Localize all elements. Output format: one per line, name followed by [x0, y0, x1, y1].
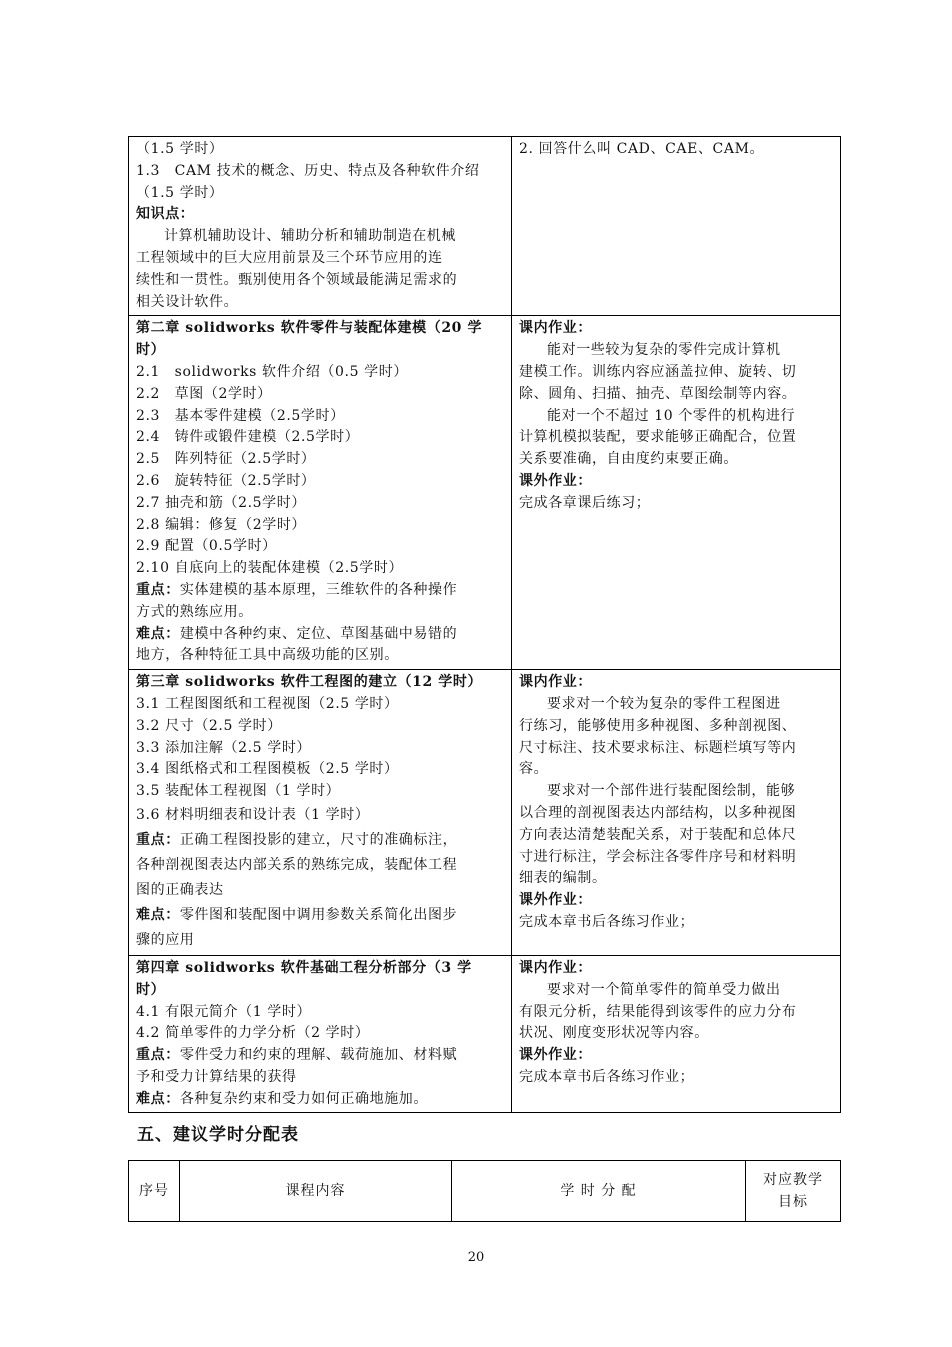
assignment-cell: [512, 137, 841, 316]
section-item: 2.1 solidworks 软件介绍（0.5 学时）: [136, 363, 408, 380]
section-item: 1.3 CAM 技术的概念、历史、特点及各种软件介绍: [136, 162, 480, 179]
section-item: 2.5 阵列特征（2.5学时）: [136, 451, 316, 468]
text-line: 完成本章书后各练习作业；: [519, 913, 695, 930]
section-item: 4.2 简单零件的力学分析（2 学时）: [136, 1025, 370, 1042]
text-line: 除、圆角、扫描、抽壳、草图绘制等内容。: [519, 385, 797, 402]
section-item: 2.6 旋转特征（2.5学时）: [136, 472, 316, 489]
text-line: （1.5 学时）: [136, 184, 224, 201]
section-item: 2.3 基本零件建模（2.5学时）: [136, 407, 345, 424]
section-item: 4.1 有限元简介（1 学时）: [136, 1003, 312, 1020]
section-item: 2.4 铸件或锻件建模（2.5学时）: [136, 429, 360, 446]
text-line: 建模工作。训练内容应涵盖拉伸、旋转、切: [519, 363, 797, 380]
text-line: 以合理的剖视图表达内部结构，以多种视图: [519, 804, 797, 821]
in-class-assignment-label: 课内作业：: [519, 959, 592, 976]
text-line: 相关设计软件。: [136, 293, 239, 310]
text-line: 计算机辅助设计、辅助分析和辅助制造在机械: [164, 228, 456, 245]
section-item: 3.6 材料明细表和设计表（1 学时）: [136, 806, 370, 823]
in-class-assignment-label: 课内作业：: [519, 674, 592, 691]
header-cell-index: 序号: [129, 1161, 180, 1222]
assignment-cell: [512, 955, 841, 1113]
text-line: 关系要准确，自由度约束要正确。: [519, 451, 738, 468]
table-header-row: [129, 1161, 841, 1222]
text-line: 有限元分析，结果能得到该零件的应力分布: [519, 1003, 797, 1020]
key-point-text: 正确工程图投影的建立，尺寸的准确标注，: [179, 831, 458, 848]
section-item: 2.8 编辑：修复（2学时）: [136, 516, 307, 533]
header-cell-content: 课程内容: [180, 1161, 452, 1222]
text-line: 续性和一贯性。甄别使用各个领域最能满足需求的: [136, 271, 458, 288]
text-line: 完成本章书后各练习作业；: [519, 1068, 695, 1085]
section-item: 2.9 配置（0.5学时）: [136, 538, 277, 555]
text-line: 要求对一个简单零件的简单受力做出: [547, 981, 781, 998]
table-row: [129, 955, 841, 1113]
key-point-text: 零件受力和约束的理解、载荷施加、材料赋: [179, 1047, 458, 1064]
knowledge-points-label: 知识点：: [136, 206, 195, 223]
key-point-label: 重点：: [136, 1047, 180, 1064]
section-item: 3.5 装配体工程视图（1 学时）: [136, 783, 341, 800]
text-line: 图的正确表达: [136, 881, 224, 898]
section-item: 2.2 草图（2学时）: [136, 385, 272, 402]
text-line: 能对一些较为复杂的零件完成计算机: [547, 342, 781, 359]
text-line: 状况、刚度变形状况等内容。: [519, 1025, 709, 1042]
text-line: 行练习，能够使用多种视图、多种剖视图、: [519, 717, 797, 734]
difficulty-text: 各种复杂约束和受力如何正确地施加。: [179, 1090, 429, 1107]
homework-label: 课外作业：: [519, 472, 592, 489]
section-item: 2.10 自底向上的装配体建模（2.5学时）: [136, 560, 404, 577]
text-line: 2. 回答什么叫 CAD、CAE、CAM。: [519, 141, 765, 157]
text-line: 工程领域中的巨大应用前景及三个环节应用的连: [136, 249, 443, 266]
key-point-label: 重点：: [136, 581, 180, 598]
key-point-text: 实体建模的基本原理，三维软件的各种操作: [179, 581, 458, 598]
text-line: 要求对一个部件进行装配图绘制，能够: [547, 783, 796, 800]
text-line: 容。: [519, 761, 549, 778]
chapter-content-cell: [129, 137, 512, 316]
homework-label: 课外作业：: [519, 1047, 592, 1064]
key-point-label: 重点：: [136, 831, 180, 848]
text-line: 细表的编制。: [519, 870, 607, 887]
chapter-title-cont: 时）: [136, 342, 166, 359]
text-line: 完成各章课后练习；: [519, 494, 651, 511]
text-line: 方向表达清楚装配关系，对于装配和总体尺: [519, 826, 797, 843]
text-line: 要求对一个较为复杂的零件工程图进: [547, 695, 781, 712]
table-row: [129, 137, 841, 316]
header-cell-hours: 学 时 分 配: [452, 1161, 746, 1222]
header-text: 对应教学: [763, 1172, 823, 1188]
text-line: 方式的熟练应用。: [136, 603, 253, 620]
text-line: 予和受力计算结果的获得: [136, 1068, 297, 1085]
chapter-content-cell: [129, 955, 512, 1113]
header-text: 目标: [778, 1194, 808, 1210]
section-item: 2.7 抽壳和筋（2.5学时）: [136, 494, 306, 511]
text-line: 能对一个不超过 10 个零件的机构进行: [547, 407, 796, 424]
difficulty-label: 难点：: [136, 625, 180, 642]
section-item: 3.4 图纸格式和工程图模板（2.5 学时）: [136, 761, 399, 778]
syllabus-table: [128, 136, 841, 1113]
in-class-assignment-label: 课内作业：: [519, 320, 592, 337]
chapter-title-cont: 时）: [136, 981, 166, 998]
section-item: 3.1 工程图图纸和工程视图（2.5 学时）: [136, 695, 399, 712]
chapter-content-cell: [129, 670, 512, 956]
difficulty-label: 难点：: [136, 906, 180, 923]
text-line: 骤的应用: [136, 931, 195, 948]
hour-allocation-table: [128, 1160, 841, 1222]
text-line: 寸进行标注，学会标注各零件序号和材料明: [519, 848, 797, 865]
page-number: 20: [467, 1250, 485, 1265]
difficulty-text: 零件图和装配图中调用参数关系简化出图步: [179, 906, 458, 923]
difficulty-label: 难点：: [136, 1090, 180, 1107]
chapter-title: 第二章 solidworks 软件零件与装配体建模（20 学: [136, 320, 483, 337]
chapter-title: 第四章 solidworks 软件基础工程分析部分（3 学: [136, 959, 472, 976]
section-heading: 五、建议学时分配表: [137, 1125, 299, 1145]
table-row: [129, 316, 841, 670]
chapter-content-cell: [129, 316, 512, 670]
text-line: 计算机模拟装配，要求能够正确配合，位置: [519, 429, 797, 446]
table-row: [129, 670, 841, 956]
section-item: 3.3 添加注解（2.5 学时）: [136, 739, 312, 756]
text-line: 地方，各种特征工具中高级功能的区别。: [136, 647, 399, 664]
difficulty-text: 建模中各种约束、定位、草图基础中易错的: [179, 625, 458, 642]
header-cell-objective: [746, 1161, 841, 1222]
assignment-cell: [512, 670, 841, 956]
homework-label: 课外作业：: [519, 892, 592, 909]
text-line: 各种剖视图表达内部关系的熟练完成，装配体工程: [136, 856, 458, 873]
chapter-title: 第三章 solidworks 软件工程图的建立（12 学时）: [136, 674, 483, 691]
section-item: 3.2 尺寸（2.5 学时）: [136, 717, 282, 734]
text-line: 尺寸标注、技术要求标注、标题栏填写等内: [519, 739, 797, 756]
assignment-cell: [512, 316, 841, 670]
text-line: （1.5 学时）: [136, 141, 224, 157]
